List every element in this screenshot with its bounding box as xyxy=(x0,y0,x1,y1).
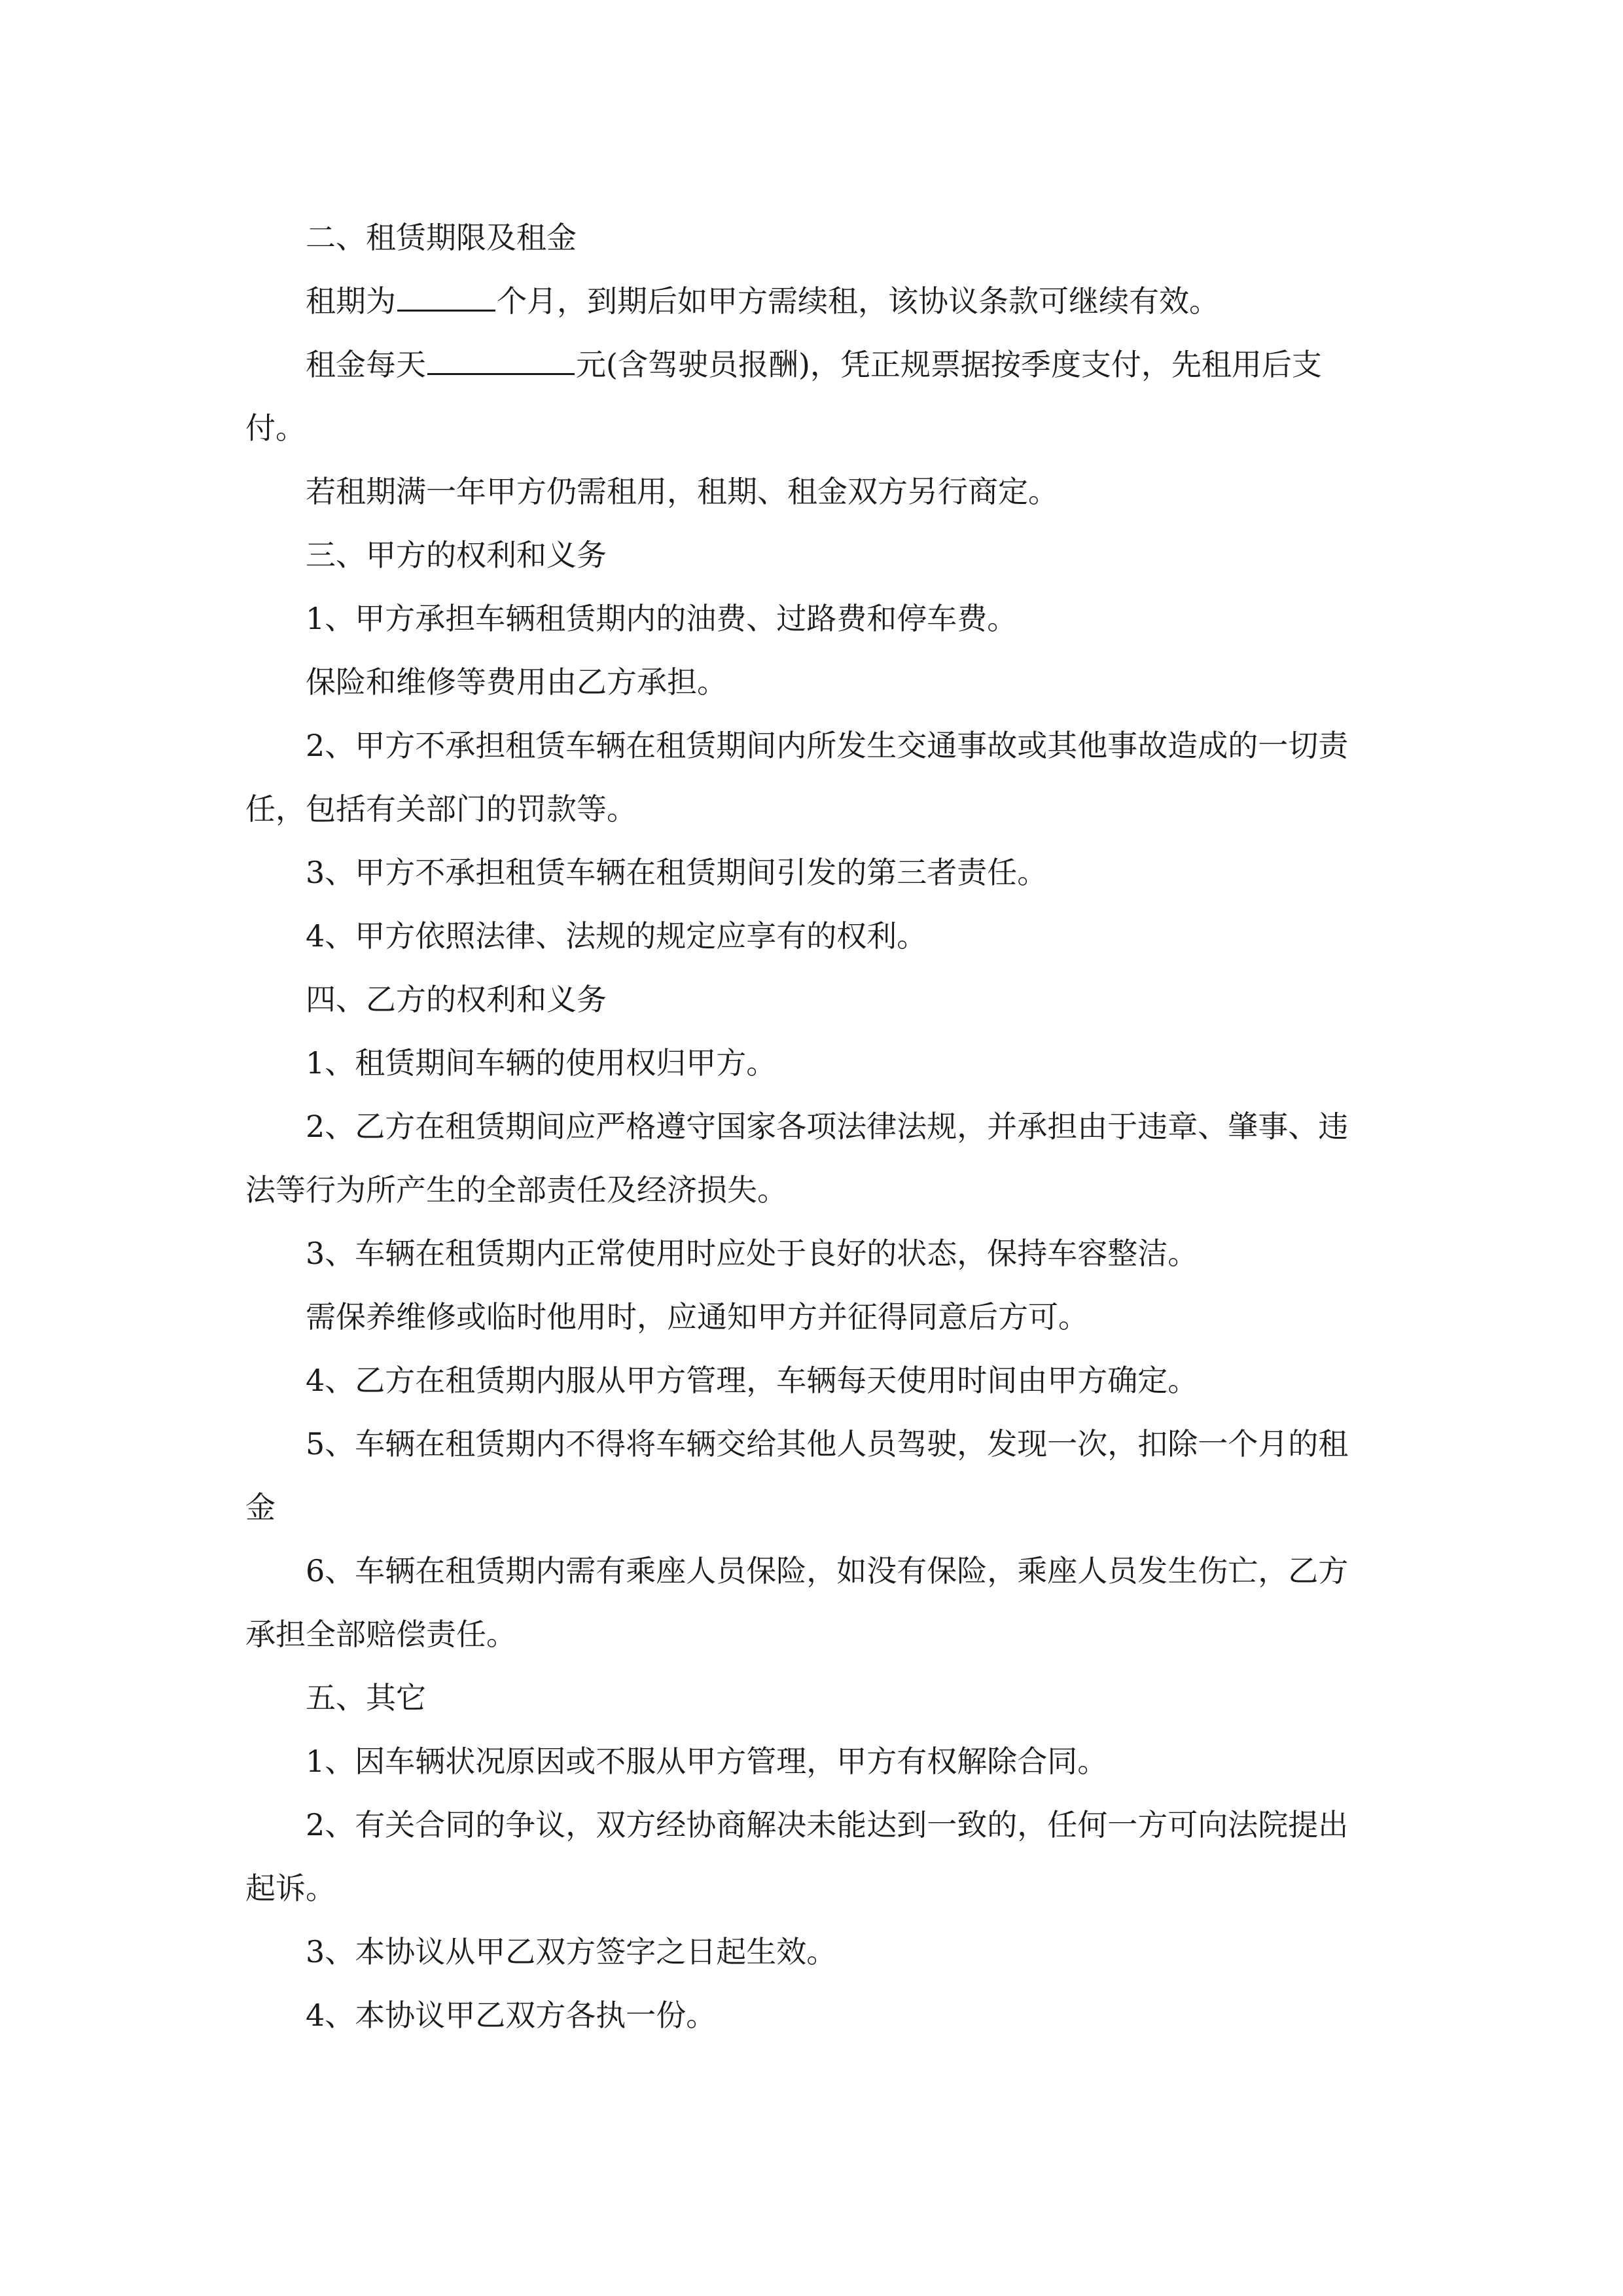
paragraph-party-b-1: 1、租赁期间车辆的使用权归甲方。 xyxy=(306,1045,777,1081)
paragraph-rent xyxy=(245,333,1378,460)
paragraph-party-b-3: 3、车辆在租赁期内正常使用时应处于良好的状态，保持车容整洁。 xyxy=(306,1236,1198,1271)
paragraph-party-b-2: 2、乙方在租赁期间应严格遵守国家各项法律法规，并承担由于违章、肇事、违法等行为所产生的全部责任及经济损失。 xyxy=(245,1109,1349,1208)
daily-rent-blank xyxy=(427,344,575,375)
months-blank xyxy=(397,281,495,312)
paragraph-other-4: 4、本协议甲乙双方各执一份。 xyxy=(306,1998,717,2033)
document-body xyxy=(245,206,1378,2047)
section-heading-3: 三、甲方的权利和义务 xyxy=(306,537,607,573)
paragraph-party-a-4: 4、甲方依照法律、法规的规定应享有的权利。 xyxy=(306,918,927,954)
rent-text-end: 元(含驾驶员报酬)，凭正规票据按季度支付，先租用后支付。 xyxy=(245,347,1322,446)
section-heading-2: 二、租赁期限及租金 xyxy=(306,220,577,255)
paragraph-party-b-6: 6、车辆在租赁期内需有乘座人员保险，如没有保险，乘座人员发生伤亡，乙方承担全部赔偿责任。 xyxy=(245,1553,1349,1652)
lease-term-text-end: 个月，到期后如甲方需续租，该协议条款可继续有效。 xyxy=(497,283,1219,319)
paragraph-maintenance: 需保养维修或临时他用时，应通知甲方并征得同意后方可。 xyxy=(306,1299,1088,1335)
paragraph-lease-term xyxy=(245,270,1378,333)
lease-term-text-start: 租期为 xyxy=(306,283,396,319)
paragraph-other-3: 3、本协议从甲乙双方签字之日起生效。 xyxy=(306,1934,837,1969)
paragraph-renewal: 若租期满一年甲方仍需租用，租期、租金双方另行商定。 xyxy=(306,474,1058,509)
paragraph-party-a-3: 3、甲方不承担租赁车辆在租赁期间引发的第三者责任。 xyxy=(306,855,1048,890)
rent-text-start: 租金每天 xyxy=(306,347,426,382)
paragraph-party-b-5: 5、车辆在租赁期内不得将车辆交给其他人员驾驶，发现一次，扣除一个月的租金 xyxy=(245,1426,1349,1525)
paragraph-insurance: 保险和维修等费用由乙方承担。 xyxy=(306,664,727,700)
section-heading-5: 五、其它 xyxy=(306,1680,426,1715)
paragraph-party-b-4: 4、乙方在租赁期内服从甲方管理，车辆每天使用时间由甲方确定。 xyxy=(306,1363,1198,1398)
paragraph-party-a-1: 1、甲方承担车辆租赁期内的油费、过路费和停车费。 xyxy=(306,601,1018,636)
section-heading-4: 四、乙方的权利和义务 xyxy=(306,982,607,1017)
paragraph-other-1: 1、因车辆状况原因或不服从甲方管理，甲方有权解除合同。 xyxy=(306,1744,1108,1779)
paragraph-party-a-2: 2、甲方不承担租赁车辆在租赁期间内所发生交通事故或其他事故造成的一切责任，包括有关部门的罚款等。 xyxy=(245,728,1349,827)
paragraph-other-2: 2、有关合同的争议，双方经协商解决未能达到一致的，任何一方可向法院提出起诉。 xyxy=(245,1807,1349,1906)
